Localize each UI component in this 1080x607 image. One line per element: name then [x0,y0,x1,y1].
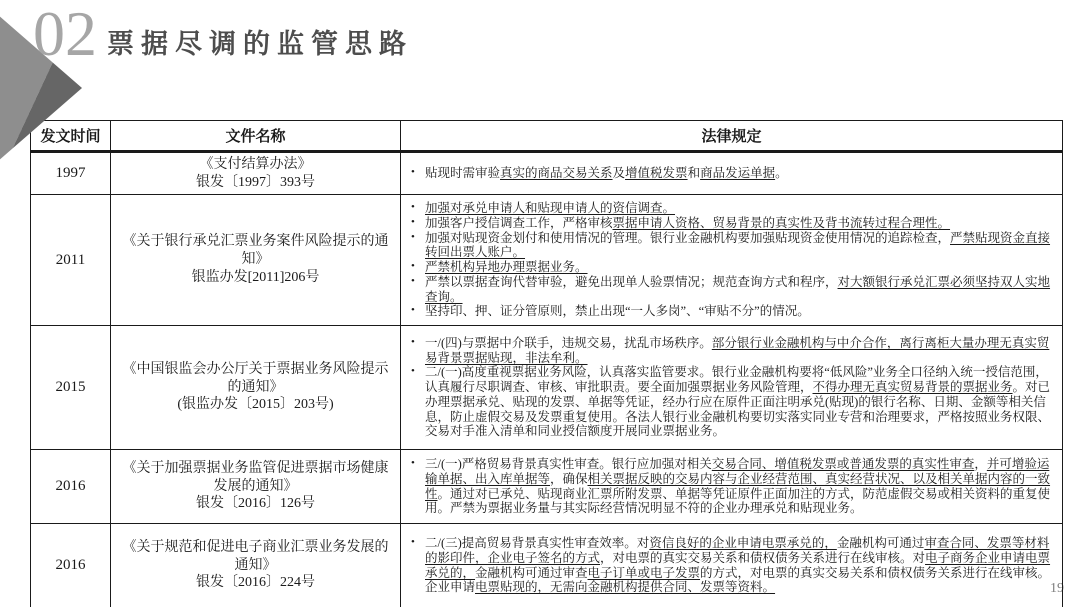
legal-provisions-cell [401,450,1063,524]
page-number: 19 [1050,581,1064,596]
legal-bullet-item [406,304,1058,319]
legal-text: 的方式，对电票的真实交易关系和债权债务关系进行在线审核。企业申请 [425,565,1051,595]
legal-text-underlined: 不得办理无真实贸易背景的票据业务 [812,380,1013,395]
legal-text-underlined: 对大额银行承兑汇票必须坚持双人实地查询。 [425,274,1051,304]
issue-year-cell: 2015 [31,326,111,450]
legal-text-underlined: 相关票据反映的交易内容与企业经营范围、真实经营状况、以及相关单据内容的一致性 [425,471,1051,501]
legal-text: 三/(一)严格贸易背景真实性审查。银行应加强对相关 [425,457,712,471]
table-row [31,450,1063,524]
legal-bullet-item [406,216,1058,231]
legal-text: 金融机构可通过审查 [475,565,588,580]
legal-text-underlined: 资信良好的企业申请电票承兑的， [649,536,837,550]
legal-text-underlined: 电票贴现的， [475,580,551,595]
issue-year-cell: 2011 [31,195,111,326]
document-name-line: 《关于规范和促进电子商业汇票业务发展的通知》 [122,539,389,573]
bullet-icon: • [411,365,415,378]
document-name-line: 银发〔1997〕393号 [196,174,315,190]
legal-bullet-item [406,536,1058,595]
legal-text-underlined: 票据申请人资格、贸易背景的真实性及背书流转过程合理性。 [612,215,951,230]
document-name-cell [111,524,401,607]
legal-text-underlined: 加强对承兑申请人和贴现申请人的资信调查。 [425,201,676,215]
document-name-line: 银监办发[2011]206号 [191,269,320,285]
legal-text: ， [974,457,987,471]
document-name-cell [111,326,401,450]
legal-text-underlined: 部分银行业金融机构与中介合作，离行离柜大量办理无真实贸易背景票据贴现，非法牟利。 [425,335,1050,365]
bullet-icon: • [411,230,415,243]
legal-text-underlined: 真实的商品交易关系 [500,166,613,181]
legal-text: 加强客户授信调查工作，严格审核 [425,215,613,230]
document-name-line: 银发〔2016〕224号 [196,575,315,591]
document-name-cell [111,195,401,326]
header-issue-date: 发文时间 [31,121,111,152]
legal-bullet-item [406,260,1058,275]
bullet-icon: • [411,215,415,228]
page-title: 票据尽调的监管思路 [107,29,413,59]
legal-text-underlined: 审查合同、发票等材料的影印件，企业电子签名的方式 [425,536,1050,565]
issue-year-cell: 2016 [31,524,111,607]
legal-text: 。通过对已承兑、贴现商业汇票所附发票、单据等凭证原件正面加注的方式，防范虚假交易或相关资料的重复使用。严禁为票据业务量与其实际经营情况明显不符的企业办理承兑和贴现业务。 [425,486,1051,516]
legal-text: 严禁以票据查询代替审验，避免出现单人验票情况；规范查询方式和程序， [425,274,838,289]
bullet-icon: • [411,260,415,272]
document-name-line: 《支付结算办法》 [199,156,312,172]
document-name-line: 银发〔2016〕126号 [196,496,315,512]
document-name-cell [111,152,401,195]
legal-bullet-item [406,365,1058,439]
document-name-line: 《中国银监会办公厅关于票据业务风险提示的通知》 [122,361,389,395]
table-row [31,195,1063,326]
legal-bullet-item [406,231,1058,261]
legal-text: 及 [612,166,626,181]
section-number: 02 [33,0,97,69]
legal-text-underlined: 电子商务企业申请电票承兑的， [425,550,1051,580]
table-row [31,524,1063,607]
legal-text: 。 [775,166,788,181]
legal-text: 二/(三)提高贸易背景真实性审查效率。对 [425,536,650,550]
bullet-icon: • [411,335,415,348]
legal-bullet-item [406,166,1058,181]
table-row [31,152,1063,195]
legal-text: 。对已办理票据承兑、贴现的发票、单据等凭证，经办行应在原件正面注明承兑(贴现)的银行名称、日期、金额等相关信息，防止虚假交易及发票重复使用。各法人银行业金融机构要切实落实同业专营和治理要求，严格按照业务权限、交易对手准入清单和同业授信额度开展同业票据业务。 [425,380,1051,439]
legal-text: 贴现时需审验 [425,166,501,181]
legal-text-underlined: 无需向金融机构提供合同、发票等资料。 [550,580,776,595]
legal-bullet-item [406,336,1058,366]
legal-text-underlined: 并可增验运输单据、出入库单据等 [425,457,1050,486]
legal-text: 坚持印、押、证分管原则，禁止出现“一人多岗”、“审贴不分”的情况。 [425,304,810,319]
bullet-icon: • [411,166,415,179]
legal-provisions-cell [401,152,1063,195]
header-legal-provisions: 法律规定 [401,121,1063,152]
legal-text: 和 [687,166,701,181]
issue-year-cell: 2016 [31,450,111,524]
legal-bullet-item [406,457,1058,516]
legal-text: 金融机构可通过 [836,536,925,550]
table-row [31,326,1063,450]
legal-text: 加强对贴现资金划付和使用情况的管理。银行业金融机构要加强贴现资金使用情况的追踪检查， [425,230,951,245]
legal-bullet-item [406,201,1058,216]
document-name-line: 《关于银行承兑汇票业务案件风险提示的通知》 [122,234,389,268]
legal-bullet-item [406,275,1058,305]
legal-text: 二/(一)高度重视票据业务风险，认真落实监管要求。银行业金融机构要将“低风险”业务全口径纳入统一授信范围，认真履行尽职调查、审核、审批职责。要全面加强票据业务风险管理， [425,365,1048,395]
legal-text-underlined: 增值税发票 [625,166,688,181]
legal-text-underlined: 商品发运单据 [700,166,776,181]
legal-text-underlined: 严禁机构异地办理票据业务。 [425,260,588,274]
legal-text-underlined: 电子订单或电子发票 [587,565,701,580]
regulation-table [30,120,1063,607]
bullet-icon: • [411,536,415,548]
bullet-icon: • [411,304,415,317]
legal-text-underlined: 严禁贴现资金直接转回出票人账户。 [425,230,1051,260]
issue-year-cell: 1997 [31,152,111,195]
legal-provisions-cell [401,326,1063,450]
legal-text: 一/(四)与票据中介联手，违规交易，扰乱市场秩序。 [425,335,712,350]
header-document-name: 文件名称 [111,121,401,152]
bullet-icon: • [411,274,415,287]
bullet-icon: • [411,201,415,213]
legal-provisions-cell [401,524,1063,607]
legal-text: ，确保 [550,471,588,486]
bullet-icon: • [411,457,415,469]
legal-text-underlined: 交易合同、增值税发票或普通发票的真实性审查 [711,457,975,471]
table-header-row [31,121,1063,152]
document-name-line: 《关于加强票据业务监管促进票据市场健康发展的通知》 [122,460,389,494]
legal-text: ，对电票的真实交易关系和债权债务关系进行在线审核。对 [600,550,926,565]
document-name-line: (银监办发〔2015〕203号) [177,397,334,413]
legal-provisions-cell [401,195,1063,326]
document-name-cell [111,450,401,524]
